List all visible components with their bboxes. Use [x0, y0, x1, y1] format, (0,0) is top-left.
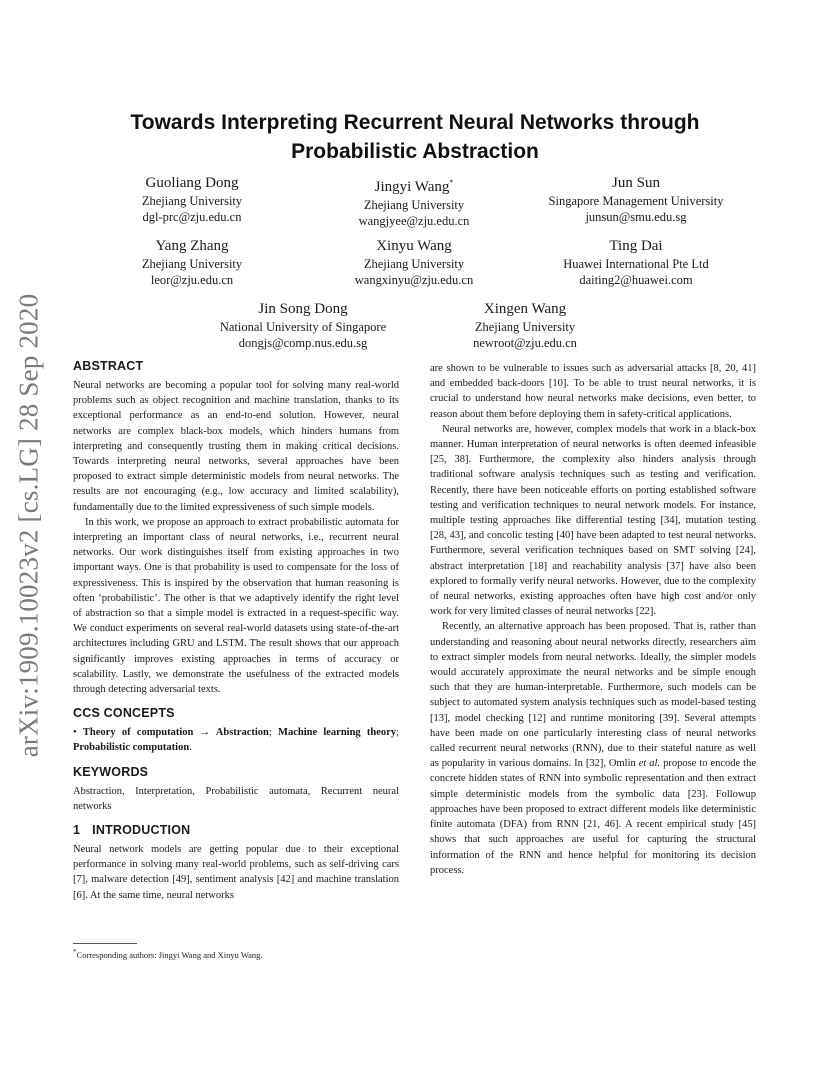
ccs-term: Machine learning theory: [278, 727, 397, 739]
ccs-term: Theory of computation: [82, 727, 194, 739]
author-name: Guoliang Dong: [145, 175, 239, 191]
author-block: [77, 236, 307, 288]
section-title: INTRODUCTION: [92, 823, 191, 838]
author-name: Xinyu Wang: [376, 238, 452, 254]
section-gap: [73, 756, 399, 764]
author-block: [521, 173, 751, 225]
abstract-paragraph: Neural networks are becoming a popular tool for solving many real-world problems such as object recognition and machine translation, thanks to its exceptional performance as an end-to-end solution. However, neural networks are complex black-box models, which hinders humans from interpreting and consequently trusting them in making critical decisions. Towards interpreting neural networks, several approaches have been proposed to extract simple deterministic models from neural networks. The results are not encouraging (e.g., low accuracy and limited scalability), fundamentally due to the limited expressiveness of such simple models.: [73, 380, 399, 513]
author-email[interactable]: dgl-prc@zju.edu.cn: [142, 210, 242, 224]
right-column: [430, 361, 756, 878]
introduction-heading: [73, 822, 399, 839]
footnote: [73, 948, 263, 960]
keywords-heading: KEYWORDS: [73, 764, 149, 779]
author-email[interactable]: wangjyee@zju.edu.cn: [358, 214, 470, 228]
arxiv-identifier-stamp: [6, 290, 52, 760]
ccs-heading: CCS CONCEPTS: [73, 706, 175, 721]
author-name: Jingyi Wang: [374, 179, 450, 195]
author-email[interactable]: leor@zju.edu.cn: [150, 273, 234, 287]
abstract-paragraph: In this work, we propose an approach to extract probabilistic automata for interpreting an important class of neural networks, i.e., recurrent neural networks. Our work distinguishes itself from existing approaches in two important ways. One is that probability is used to compensate for the loss of expressiveness. This is inspired by the observation that human reasoning is often ‘probabilistic’. The other is that we adaptively identify the right level of abstraction so that a simple model is extracted in a request-specific way. We conduct experiments on several real-world datasets using state-of-the-art architectures including GRU and LSTM. The result shows that our approach significantly improves existing approaches in terms of accuracy or scalability. Lastly, we demonstrate the usefulness of the extracted models through detecting adversarial texts.: [73, 516, 399, 696]
author-affiliation: Zhejiang University: [363, 198, 465, 212]
author-name-wrapper: [299, 173, 529, 197]
author-affiliation: Zhejiang University: [141, 257, 243, 271]
ccs-separator: ;: [396, 727, 399, 739]
footnote-mark: *: [73, 948, 77, 956]
author-affiliation: Zhejiang University: [141, 194, 243, 208]
author-name: Xingen Wang: [483, 301, 567, 317]
author-email[interactable]: dongjs@comp.nus.edu.sg: [238, 336, 368, 350]
paper-title: Towards Interpreting Recurrent Neural Networks through Probabilistic Abstraction: [130, 111, 700, 163]
intro-paragraph: [430, 619, 756, 877]
author-email[interactable]: newroot@zju.edu.cn: [473, 336, 577, 350]
author-email[interactable]: daiting2@huawei.com: [579, 273, 693, 287]
section-number: 1: [73, 823, 81, 838]
intro-text: Recently, an alternative approach has been proposed. That is, rather than understanding and reasoning about neural networks directly, researchers aim to extract simpler models from neural networks. Ideally, the simpler models would accurately approximate the neural networks and be simple enough such that they are human-interpretable. Furthermore, such models can be subject to automated system analysis techniques such as model-based testing [13], model checking [12] and runtime monitoring [39]. Several attempts have been made on one particularly interesting class of neural networks called recurrent neural networks (RNN), due to their stateful nature as well as popularity in various domains. In [32], Omlin: [430, 621, 756, 770]
ccs-concepts-text: [73, 725, 399, 755]
ccs-arrow: →: [193, 727, 216, 739]
footnote-rule: [73, 943, 137, 944]
section-gap: [73, 814, 399, 822]
keywords-text: Abstraction, Interpretation, Probabilistic automata, Recurrent neural networks: [73, 785, 399, 812]
footnote-text: Corresponding authors: Jingyi Wang and Xinyu Wang.: [76, 949, 263, 960]
intro-paragraph: Neural networks are, however, complex models that work in a black-box manner. Human interpretation of neural networks is often deemed infeasible [25, 38]. Furthermore, the complexity also hinders analysis through traditional software analysis techniques such as testing and verification. Recently, there have been noticeable efforts on porting established software testing and verification techniques to neural network models. For instance, multiple testing approaches like differential testing [34], mutation testing [28, 43], and concolic testing [40] have been adapted to test neural networks. Furthermore, several verification techniques based on SMT solving [24], abstract interpretation [18] and reachability analysis [37] have also been explored to formally verify neural networks. However, due to the complexity of neural networks, existing approaches often have high cost and/or only work for very limited classes of neural networks [22].: [430, 423, 756, 618]
author-name: Yang Zhang: [155, 238, 229, 254]
section-gap: [73, 697, 399, 705]
author-name: Ting Dai: [609, 238, 663, 254]
author-affiliation: Zhejiang University: [363, 257, 465, 271]
ccs-term: Abstraction: [215, 727, 269, 739]
intro-emphasis: et al.: [638, 758, 661, 770]
corresponding-author-mark: *: [449, 178, 454, 187]
author-block: [299, 236, 529, 288]
author-email[interactable]: junsun@smu.edu.sg: [585, 210, 687, 224]
author-affiliation: Singapore Management University: [548, 194, 724, 208]
intro-text: propose to encode the concrete hidden states of RNN into symbolic representation and then extract simple deterministic models from the symbolic data [23]. Followup approaches have been proposed to extract different models like deterministic finite automata (DFA) from RNN [21, 46]. A recent empirical study [45] shows that such approaches are useful for capturing the structural information of the RNN and hence helpful for monitoring its decision process.: [430, 758, 756, 876]
author-affiliation: National University of Singapore: [219, 320, 387, 334]
author-block: [77, 173, 307, 225]
author-affiliation: Zhejiang University: [474, 320, 576, 334]
author-name: Jin Song Dong: [258, 301, 348, 317]
author-affiliation: Huawei International Pte Ltd: [563, 257, 709, 271]
author-name: Jun Sun: [612, 175, 660, 191]
intro-paragraph: Neural network models are getting popular due to their exceptional performance in solving many real-world problems, such as self-driving cars [7], malware detection [49], sentiment analysis [42] and machine translation [6]. At the same time, neural networks: [73, 844, 399, 901]
author-block: [410, 299, 640, 351]
ccs-bullet: •: [73, 727, 77, 739]
author-block: [299, 173, 529, 229]
intro-paragraph: are shown to be vulnerable to issues such as adversarial attacks [8, 20, 41] and embedded back-doors [10]. To be able to trust neural networks, it is crucial to understand how neural networks make decisions, even better, to reason about them before deploying them in safety-critical applications.: [430, 363, 756, 420]
ccs-separator: ;: [268, 727, 279, 739]
ccs-term: Probabilistic computation: [73, 742, 190, 754]
abstract-heading: ABSTRACT: [73, 359, 144, 373]
left-column: [73, 358, 399, 903]
author-block: [188, 299, 418, 351]
author-block: [521, 236, 751, 288]
author-email[interactable]: wangxinyu@zju.edu.cn: [354, 273, 474, 287]
ccs-end: .: [189, 742, 192, 754]
arxiv-identifier-text[interactable]: arXiv:1909.10023v2 [cs.LG] 28 Sep 2020: [13, 293, 44, 757]
